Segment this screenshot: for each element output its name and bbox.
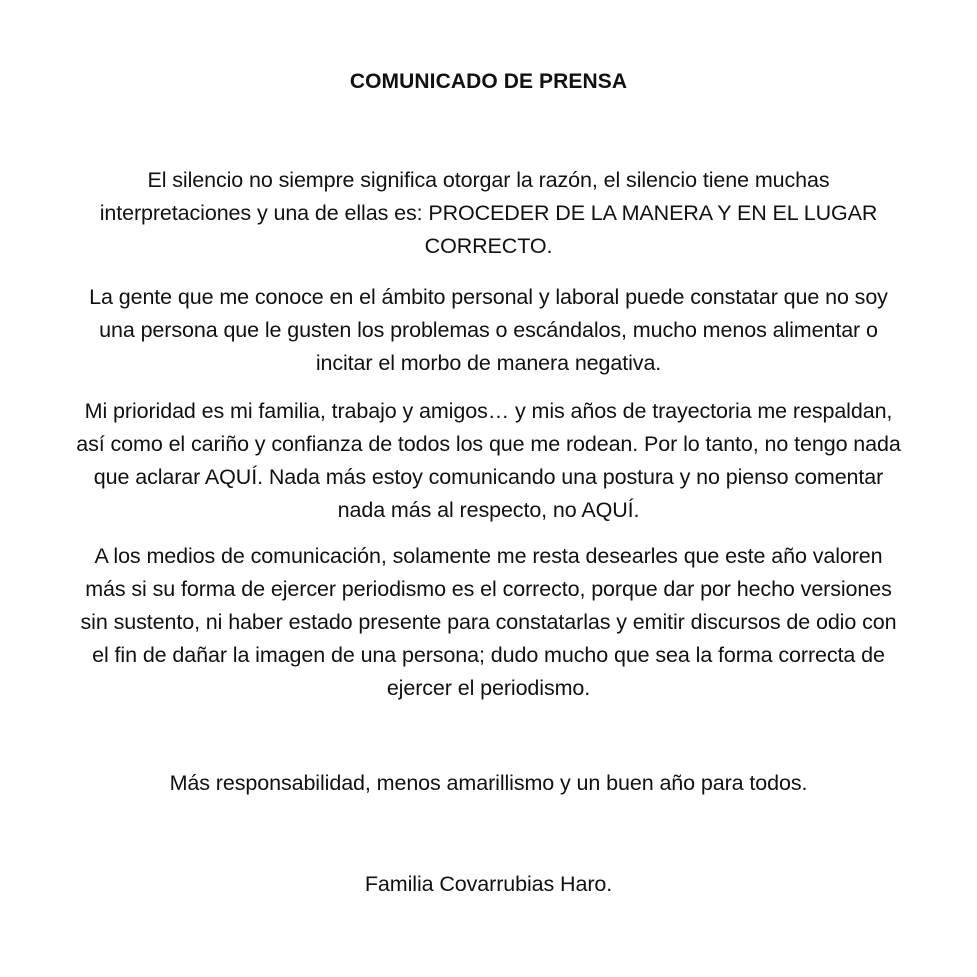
paragraph-1: [8, 164, 969, 263]
paragraph-line: más si su forma de ejercer periodismo es el correcto, porque dar por hecho versiones: [85, 577, 892, 601]
signature-line: Familia Covarrubias Haro.: [364, 872, 613, 896]
paragraph-line: interpretaciones y una de ellas es: PROCEDER DE LA MANERA Y EN EL LUGAR: [99, 201, 878, 225]
paragraph-line: así como el cariño y confianza de todos los que me rodean. Por lo tanto, no tengo nada: [76, 432, 901, 456]
paragraph-line: que aclarar AQUÍ. Nada más estoy comunicando una postura y no pienso comentar: [93, 465, 884, 489]
paragraph-line: el fin de dañar la imagen de una persona; dudo mucho que sea la forma correcta de: [92, 643, 885, 667]
paragraph-4: [8, 540, 969, 705]
paragraph-line: Más responsabilidad, menos amarillismo y un buen año para todos.: [169, 771, 808, 795]
paragraph-line: una persona que le gusten los problemas o escándalos, mucho menos alimentar o: [99, 318, 878, 342]
closing-paragraph: [8, 767, 969, 800]
paragraph-line: sin sustento, ni haber estado presente para constatarlas y emitir discursos de odio con: [80, 610, 897, 634]
document-title: COMUNICADO DE PRENSA: [349, 70, 628, 93]
signature: [8, 868, 969, 901]
paragraph-line: El silencio no siempre significa otorgar la razón, el silencio tiene muchas: [147, 168, 830, 192]
paragraph-line: ejercer el periodismo.: [386, 676, 591, 700]
paragraph-line: incitar el morbo de manera negativa.: [315, 351, 662, 375]
paragraph-3: [8, 395, 969, 527]
paragraph-line: A los medios de comunicación, solamente me resta desearles que este año valoren: [94, 544, 883, 568]
paragraph-line: nada más al respecto, no AQUÍ.: [337, 498, 640, 522]
paragraph-line: Mi prioridad es mi familia, trabajo y amigos… y mis años de trayectoria me respaldan,: [84, 399, 893, 423]
paragraph-line: La gente que me conoce en el ámbito personal y laboral puede constatar que no soy: [89, 285, 888, 309]
paragraph-2: [8, 281, 969, 380]
paragraph-line: CORRECTO.: [424, 234, 553, 258]
